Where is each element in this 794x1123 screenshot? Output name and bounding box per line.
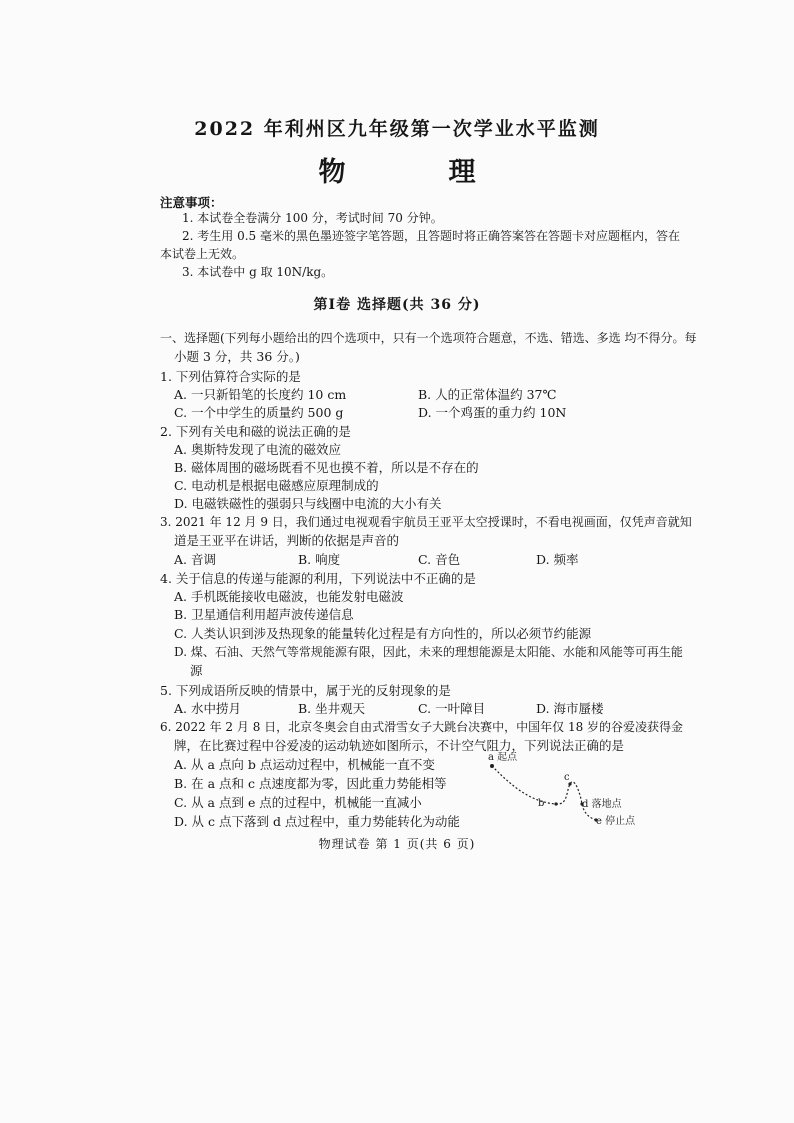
question-option: B. 坐井观天 [298,701,366,716]
exam-title: 2022 年利州区九年级第一次学业水平监测 [194,118,600,140]
question-option: D. 从 c 点下落到 d 点过程中，重力势能转化为动能 [174,814,460,829]
page-footer: 物理试卷 第 1 页(共 6 页) [318,837,476,851]
question-option: D. 电磁铁磁性的强弱只与线圈中电流的大小有关 [174,496,442,511]
question-option: D. 频率 [536,552,579,567]
label-b: b [538,798,545,809]
notes-item: 2. 考生用 0.5 毫米的黑色墨迹签字笔答题，且答题时将正确答案答在答题卡对应题框内，答在 [182,229,680,243]
question-option: A. 音调 [174,552,216,567]
question-option: C. 一个中学生的质量约 500 g [174,405,344,420]
section-title: 第Ⅰ卷 选择题(共 36 分) [313,297,481,313]
question-stem: 4. 关于信息的传递与能源的利用，下列说法中不正确的是 [160,571,476,586]
question-stem: 3. 2021 年 12 月 9 日，我们通过电视观看宇航员王亚平太空授课时，不看电视画面，仅凭声音就知 [160,515,692,529]
question-option: C. 电动机是根据电磁感应原理制成的 [174,478,379,493]
notes-item: 1. 本试卷全卷满分 100 分，考试时间 70 分钟。 [182,211,443,225]
question-option: A. 一只新铅笔的长度约 10 cm [174,387,347,402]
question-stem: 5. 下列成语所反映的情景中，属于光的反射现象的是 [160,683,451,698]
question-stem: 2. 下列有关电和磁的说法正确的是 [160,424,351,439]
question-option: B. 响度 [298,552,341,567]
question-option: A. 从 a 点向 b 点运动过程中，机械能一直不变 [174,757,435,772]
question-stem: 牌，在比赛过程中谷爱凌的运动轨迹如图所示，不计空气阻力，下列说法正确的是 [174,738,625,753]
part-intro: 一、选择题(下列每小题给出的四个选项中，只有一个选项符合题意，不选、错选、多选 均不得分。每 [160,331,697,345]
label-e: e 停止点 [596,816,636,827]
label-c: c [564,772,570,783]
subject-title: 物 理 [318,157,514,188]
question-option: C. 音色 [418,552,461,567]
question-stem: 道是王亚平在讲话，判断的依据是声音的 [174,533,400,548]
question-stem: 1. 下列估算符合实际的是 [160,369,301,384]
question-option: C. 人类认识到涉及热现象的能量转化过程是有方向性的，所以必须节约能源 [174,626,592,641]
question-option: D. 煤、石油、天然气等常规能源有限，因此，未来的理想能源是太阳能、水能和风能等可再生能 [174,645,683,659]
question-option: B. 磁体周围的磁场既看不见也摸不着，所以是不存在的 [174,460,479,475]
question-option: 源 [190,663,203,678]
part-intro: 小题 3 分，共 36 分。) [174,349,300,364]
label-a: a 起点 [488,752,518,763]
label-d: d 落地点 [582,799,622,810]
question-stem: 6. 2022 年 2 月 8 日，北京冬奥会自由式滑雪女子大跳台决赛中，中国年仅 18 岁的谷爱凌获得金 [160,720,684,734]
question-option: A. 手机既能接收电磁波，也能发射电磁波 [174,589,404,604]
question-option: C. 一叶障目 [418,701,486,716]
point-b [554,802,557,805]
point-a [490,764,494,768]
question-option: D. 一个鸡蛋的重力约 10N [418,405,567,420]
trajectory-path [492,766,596,820]
question-option: B. 人的正常体温约 37℃ [418,387,557,402]
question-option: D. 海市蜃楼 [536,701,604,716]
notes-item: 本试卷上无效。 [160,247,245,261]
question-option: C. 从 a 点到 e 点的过程中，机械能一直减小 [174,795,422,810]
notes-heading: 注意事项： [160,195,223,210]
question-option: B. 在 a 点和 c 点速度都为零，因此重力势能相等 [174,776,447,791]
notes-item: 3. 本试卷中 g 取 10N/kg。 [182,265,334,279]
trajectory-diagram [478,752,658,832]
question-option: B. 卫星通信利用超声波传递信息 [174,607,354,622]
question-option: A. 水中捞月 [174,701,241,716]
question-option: A. 奥斯特发现了电流的磁效应 [174,442,341,457]
